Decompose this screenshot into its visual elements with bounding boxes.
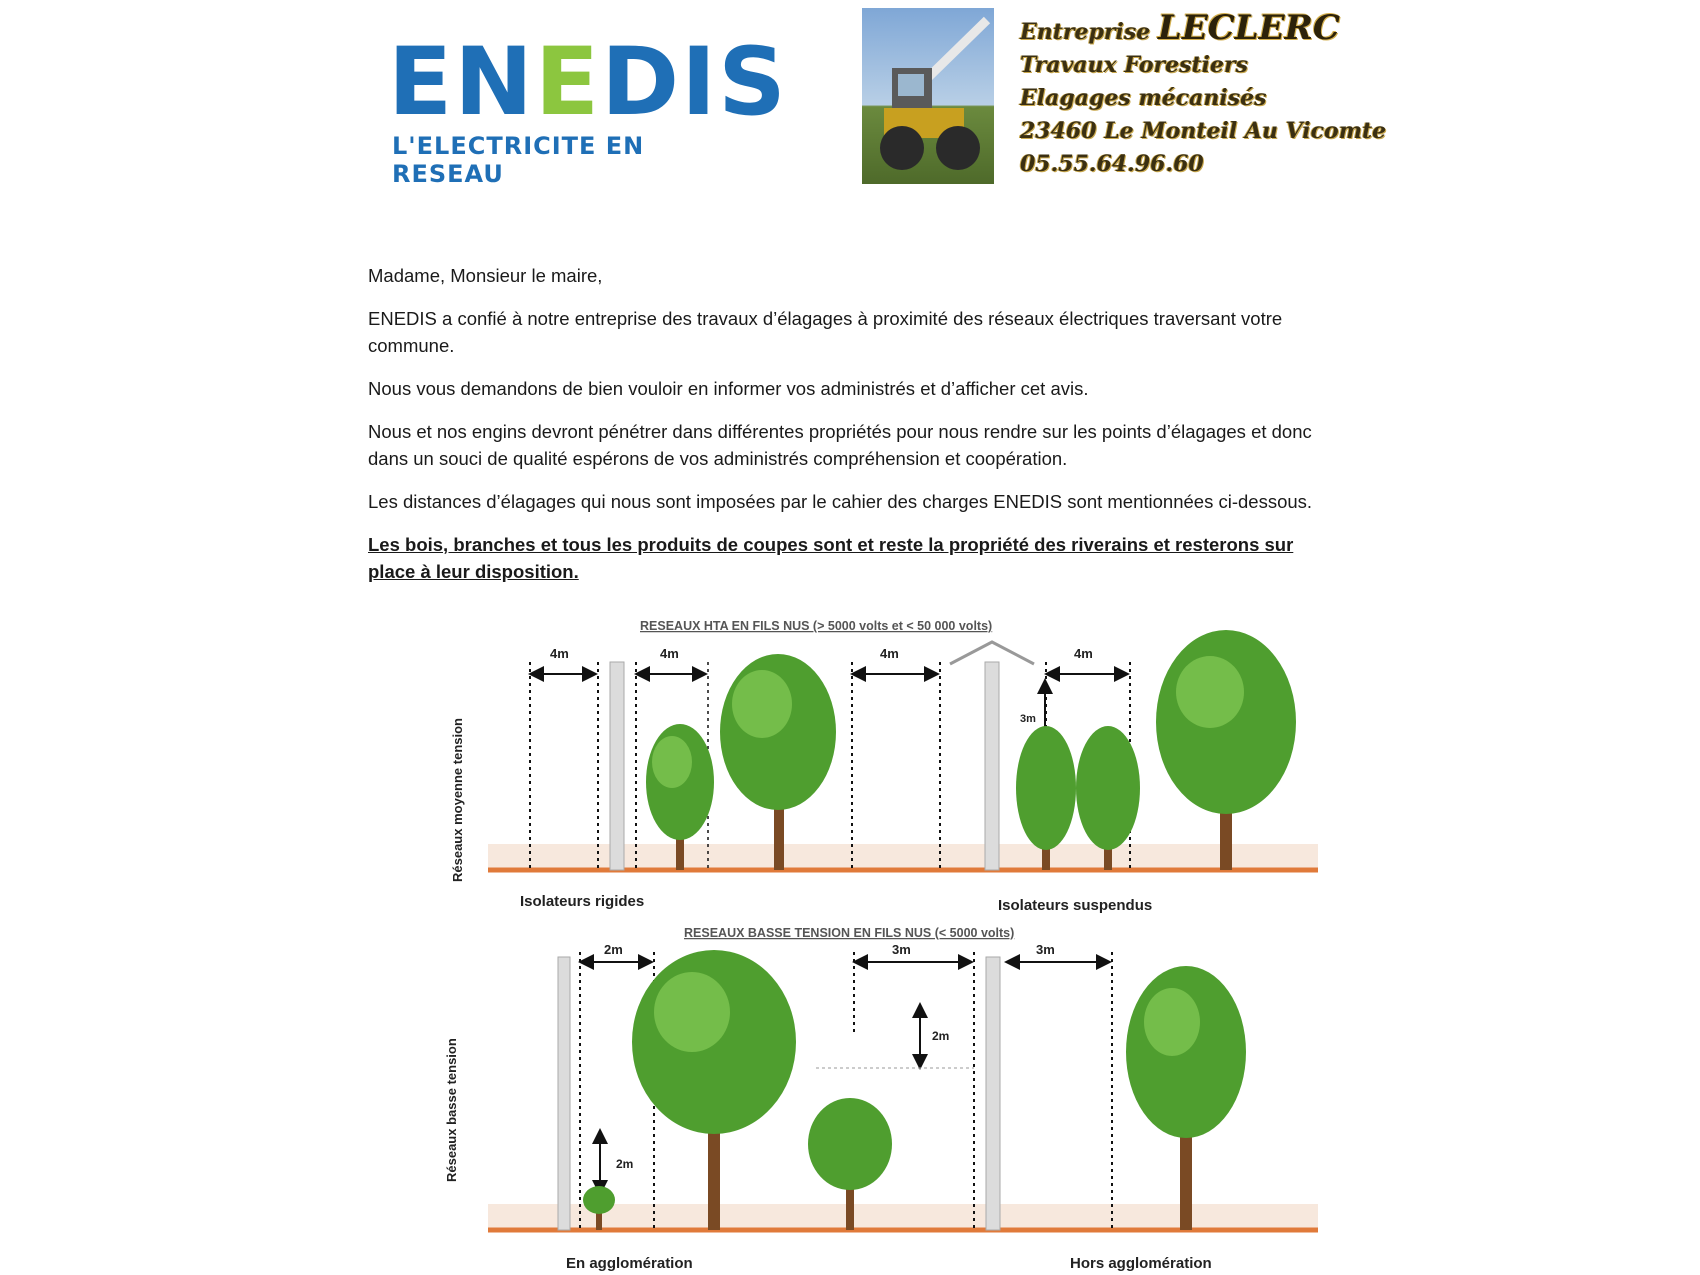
hta-pole-left — [610, 662, 624, 870]
hta-caption-left: Isolateurs rigides — [520, 893, 645, 910]
salutation: Madame, Monsieur le maire, — [368, 265, 603, 286]
machine-photo — [862, 8, 994, 184]
bt-caption-right: Hors agglomération — [1070, 1255, 1212, 1272]
company-address: 23460 Le Monteil Au Vicomte — [1020, 118, 1387, 144]
company-block — [1020, 8, 1387, 181]
company-phone: 05.55.64.96.60 — [1020, 151, 1204, 177]
letter-body — [368, 262, 1338, 601]
company-name: LECLERC — [1157, 8, 1340, 48]
hta-dist-d: 4m — [1074, 646, 1093, 661]
enedis-logo — [388, 28, 788, 188]
bt-ground — [488, 1204, 1318, 1230]
bt-left-scene — [558, 942, 796, 1230]
bt-pole-left — [558, 957, 570, 1230]
paragraph-2: Nous vous demandons de bien vouloir en informer vos administrés et d’afficher cet avis. — [368, 378, 1089, 399]
hta-right-scene — [852, 630, 1296, 870]
hta-left-scene — [530, 646, 836, 870]
company-line2: Elagages mécanisés — [1020, 85, 1267, 111]
pruning-distance-diagrams — [440, 612, 1360, 1272]
hta-pole-right — [985, 662, 999, 870]
hta-dist-vertical: 3m — [1020, 713, 1036, 725]
bt-right-scene — [808, 942, 1246, 1230]
bt-title: RESEAUX BASSE TENSION EN FILS NUS (< 5000 volts) — [684, 926, 1015, 940]
company-line1: Travaux Forestiers — [1020, 52, 1248, 78]
logo-tagline: L'ELECTRICITE EN RESEAU — [392, 132, 645, 188]
logo-brand: ENEDIS — [388, 28, 788, 137]
hta-caption-right: Isolateurs suspendus — [998, 897, 1153, 914]
bt-caption-left: En agglomération — [566, 1255, 693, 1272]
hta-dist-a: 4m — [550, 646, 569, 661]
hta-side-label: Réseaux moyenne tension — [450, 718, 465, 882]
paragraph-1: ENEDIS a confié à notre entreprise des travaux d’élagages à proximité des réseaux électriques traversant votre commune. — [368, 308, 1283, 356]
bt-dist-vert-b: 2m — [932, 1029, 950, 1043]
hta-title: RESEAUX HTA EN FILS NUS (> 5000 volts et < 50 000 volts) — [640, 619, 993, 633]
paragraph-5-emphasis: Les bois, branches et tous les produits de coupes sont et reste la propriété des riverains et resterons sur place à leur disposition. — [368, 534, 1294, 582]
hta-dist-b: 4m — [660, 646, 679, 661]
bt-pole-right — [986, 957, 1000, 1230]
bt-dist-b: 3m — [892, 942, 911, 957]
bt-dist-vert-a: 2m — [616, 1157, 634, 1171]
hta-dist-c: 4m — [880, 646, 899, 661]
paragraph-3: Nous et nos engins devront pénétrer dans différentes propriétés pour nous rendre sur les points d’élagages et donc dans un souci de qualité espérons de vos administrés compréhension et coopération. — [368, 421, 1312, 469]
company-label: Entreprise — [1020, 19, 1151, 45]
bt-dist-a: 2m — [604, 942, 623, 957]
bt-dist-c: 3m — [1036, 942, 1055, 957]
paragraph-4: Les distances d’élagages qui nous sont imposées par le cahier des charges ENEDIS sont mentionnées ci-dessous. — [368, 491, 1313, 512]
bt-side-label: Réseaux basse tension — [444, 1038, 459, 1182]
